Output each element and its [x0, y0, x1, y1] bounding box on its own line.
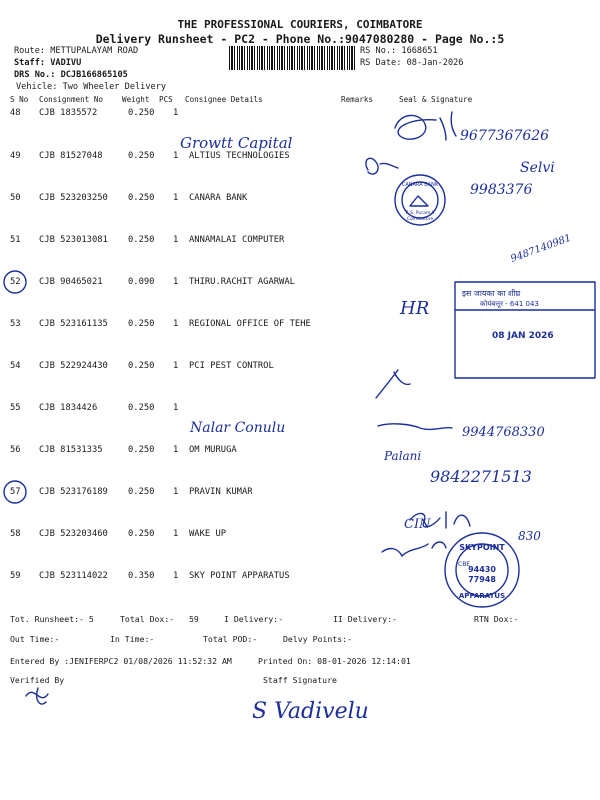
row-weight: 0.250	[128, 193, 155, 203]
printed-on: Printed On: 08-01-2026 12:14:01	[258, 656, 411, 666]
tot-runsheet: Tot. Runsheet:- 5	[10, 614, 94, 624]
table-row	[0, 151, 600, 165]
verified-by-signature	[26, 688, 48, 704]
col-sno: S No	[10, 95, 29, 104]
row-consignee: SKY POINT APPARATUS	[189, 571, 290, 581]
col-consignee: Consignee Details	[185, 95, 263, 104]
vehicle: Vehicle: Two Wheeler Delivery	[16, 82, 167, 92]
stamp-skypoint-left: CBE	[458, 561, 471, 568]
hw-staff-signature: S Vadivelu	[252, 699, 369, 724]
in-time: In Time:-	[110, 634, 155, 644]
stamp-hindi-line: इस जायका का शीघ्र	[462, 289, 521, 298]
row-weight: 0.250	[128, 319, 155, 329]
row-consignment: CJB 523114022	[39, 571, 108, 581]
stamp-city-line: कोयंबत्तूर - 641 043	[480, 300, 539, 308]
row-weight: 0.350	[128, 571, 155, 581]
table-row	[0, 361, 600, 375]
row-pcs: 1	[173, 151, 179, 161]
row-weight: 0.090	[128, 277, 155, 287]
row-consignment: CJB 81531335	[39, 445, 103, 455]
table-row	[0, 277, 600, 291]
row-pcs: 1	[173, 445, 179, 455]
col-remarks: Remarks	[341, 95, 374, 104]
row-58-scribble	[382, 542, 446, 556]
hw-growtt-capital: Growtt Capital	[180, 134, 293, 152]
col-weight: Weight	[122, 95, 150, 104]
row-weight: 0.250	[128, 151, 155, 161]
row-sno: 57	[10, 487, 21, 497]
row-58-sign	[410, 512, 470, 528]
ii-delivery: II Delivery:-	[333, 614, 398, 624]
row-sno: 52	[10, 277, 21, 287]
row-pcs: 1	[173, 193, 179, 203]
row-sno: 51	[10, 235, 21, 245]
row-weight: 0.250	[128, 487, 155, 497]
table-row	[0, 319, 600, 333]
table-row	[0, 487, 600, 501]
table-row	[0, 445, 600, 459]
skypoint-stamp	[445, 533, 519, 607]
row-pcs: 1	[173, 571, 179, 581]
hw-phone-49: 9983376	[470, 182, 533, 198]
stamp-canara-line3: Coimbatore	[406, 217, 434, 222]
staff: Staff: VADIVU	[14, 58, 82, 68]
drs-number: DRS No.: DCJB166865105	[14, 70, 128, 80]
out-time: Out Time:-	[10, 634, 60, 644]
table-row	[0, 108, 600, 122]
delvy-points: Delvy Points:-	[283, 634, 353, 644]
row-weight: 0.250	[128, 403, 155, 413]
row-pcs: 1	[173, 277, 179, 287]
col-consignment: Consignment No	[39, 95, 104, 104]
rtn-dox: RTN Dox:-	[474, 614, 519, 624]
row-pcs: 1	[173, 108, 179, 118]
stamp-skypoint-bottom: APPARATUS	[458, 592, 506, 600]
table-row	[0, 193, 600, 207]
stamp-skypoint-phone2: 77948	[468, 575, 496, 584]
col-seal: Seal & Signature	[399, 95, 473, 104]
col-pcs: PCS	[159, 95, 173, 104]
row-pcs: 1	[173, 235, 179, 245]
company-title: THE PROFESSIONAL COURIERS, COIMBATORE	[177, 18, 423, 31]
hw-phone-48: 9677367626	[460, 128, 550, 144]
hw-selvi: Selvi	[520, 160, 555, 176]
stamp-date: 08 JAN 2026	[492, 331, 554, 341]
hw-phone-51: 9487140981	[509, 232, 573, 265]
hw-phone-56: 9842271513	[430, 467, 532, 486]
rs-date: RS Date: 08-Jan-2026	[360, 58, 464, 68]
table-row	[0, 529, 600, 543]
stamp-canara-line1: CANARA BANK	[401, 182, 439, 188]
verified-by: Verified By	[10, 675, 65, 685]
row-pcs: 1	[173, 529, 179, 539]
hw-phone-55: 9944768330	[462, 425, 545, 440]
row-consignment: CJB 1834426	[39, 403, 98, 413]
row-pcs: 1	[173, 487, 179, 497]
row-consignee: WAKE UP	[189, 529, 227, 539]
row-sno: 59	[10, 571, 21, 581]
row-consignee: THIRU.RACHIT AGARWAL	[189, 277, 295, 287]
row-55-scribble	[376, 370, 452, 429]
row-sno: 55	[10, 403, 21, 413]
row-consignment: CJB 523013081	[39, 235, 108, 245]
row-consignee: OM MURUGA	[189, 445, 237, 455]
row-consignment: CJB 90465021	[39, 277, 103, 287]
row-weight: 0.250	[128, 235, 155, 245]
total-dox-label: Total Dox:-	[120, 614, 175, 624]
row-pcs: 1	[173, 403, 179, 413]
row-consignee: CANARA BANK	[189, 193, 248, 203]
rs-number: RS No.: 1668651	[360, 46, 438, 56]
table-row	[0, 235, 600, 249]
row-consignee: PCI PEST CONTROL	[189, 361, 274, 371]
i-delivery: I Delivery:-	[224, 614, 284, 624]
row-consignee: REGIONAL OFFICE OF TEHE	[189, 319, 311, 329]
row-consignment: CJB 523203460	[39, 529, 108, 539]
row-sno: 53	[10, 319, 21, 329]
row-sno: 49	[10, 151, 21, 161]
table-row	[0, 403, 600, 417]
row-consignment: CJB 522924430	[39, 361, 108, 371]
row-sno: 48	[10, 108, 21, 118]
entered-by: Entered By :JENIFERPC2 01/08/2026 11:52:32 AM	[10, 656, 232, 666]
row-consignment: CJB 523203250	[39, 193, 108, 203]
hw-palani: Palani	[384, 449, 422, 463]
row-sno: 54	[10, 361, 21, 371]
row-weight: 0.250	[128, 445, 155, 455]
stamp-skypoint-phone1: 94430	[468, 565, 496, 574]
row-pcs: 1	[173, 361, 179, 371]
row-weight: 0.250	[128, 361, 155, 371]
hw-hr: HR	[400, 298, 430, 319]
row-sno: 58	[10, 529, 21, 539]
row-sno: 56	[10, 445, 21, 455]
stamp-skypoint-top: SKYPOINT	[459, 543, 505, 552]
row-sno: 50	[10, 193, 21, 203]
row-consignment: CJB 1835572	[39, 108, 98, 118]
row-consignee: ANNAMALAI COMPUTER	[189, 235, 285, 245]
row-pcs: 1	[173, 319, 179, 329]
row-consignee: ALTIUS TECHNOLOGIES	[189, 151, 290, 161]
barcode	[229, 46, 356, 70]
row-consignment: CJB 523161135	[39, 319, 108, 329]
row-consignee: PRAVIN KUMAR	[189, 487, 253, 497]
stamp-canara-line2: R.S. Puram II	[405, 211, 435, 216]
runsheet-title: Delivery Runsheet - PC2 - Phone No.:9047080280 - Page No.:5	[95, 32, 505, 46]
hw-cin: CIN	[404, 517, 431, 532]
row-weight: 0.250	[128, 529, 155, 539]
staff-signature-label: Staff Signature	[263, 675, 337, 685]
row-consignment: CJB 81527048	[39, 151, 103, 161]
row-consignment: CJB 523176189	[39, 487, 108, 497]
total-pod: Total POD:-	[203, 634, 258, 644]
hw-phone-59: 830	[518, 529, 541, 543]
row-weight: 0.250	[128, 108, 155, 118]
total-dox-value: 59	[189, 614, 199, 624]
hw-nalar-conulu: Nalar Conulu	[190, 420, 286, 436]
route: Route: METTUPALAYAM ROAD	[14, 46, 139, 56]
table-row	[0, 571, 600, 585]
